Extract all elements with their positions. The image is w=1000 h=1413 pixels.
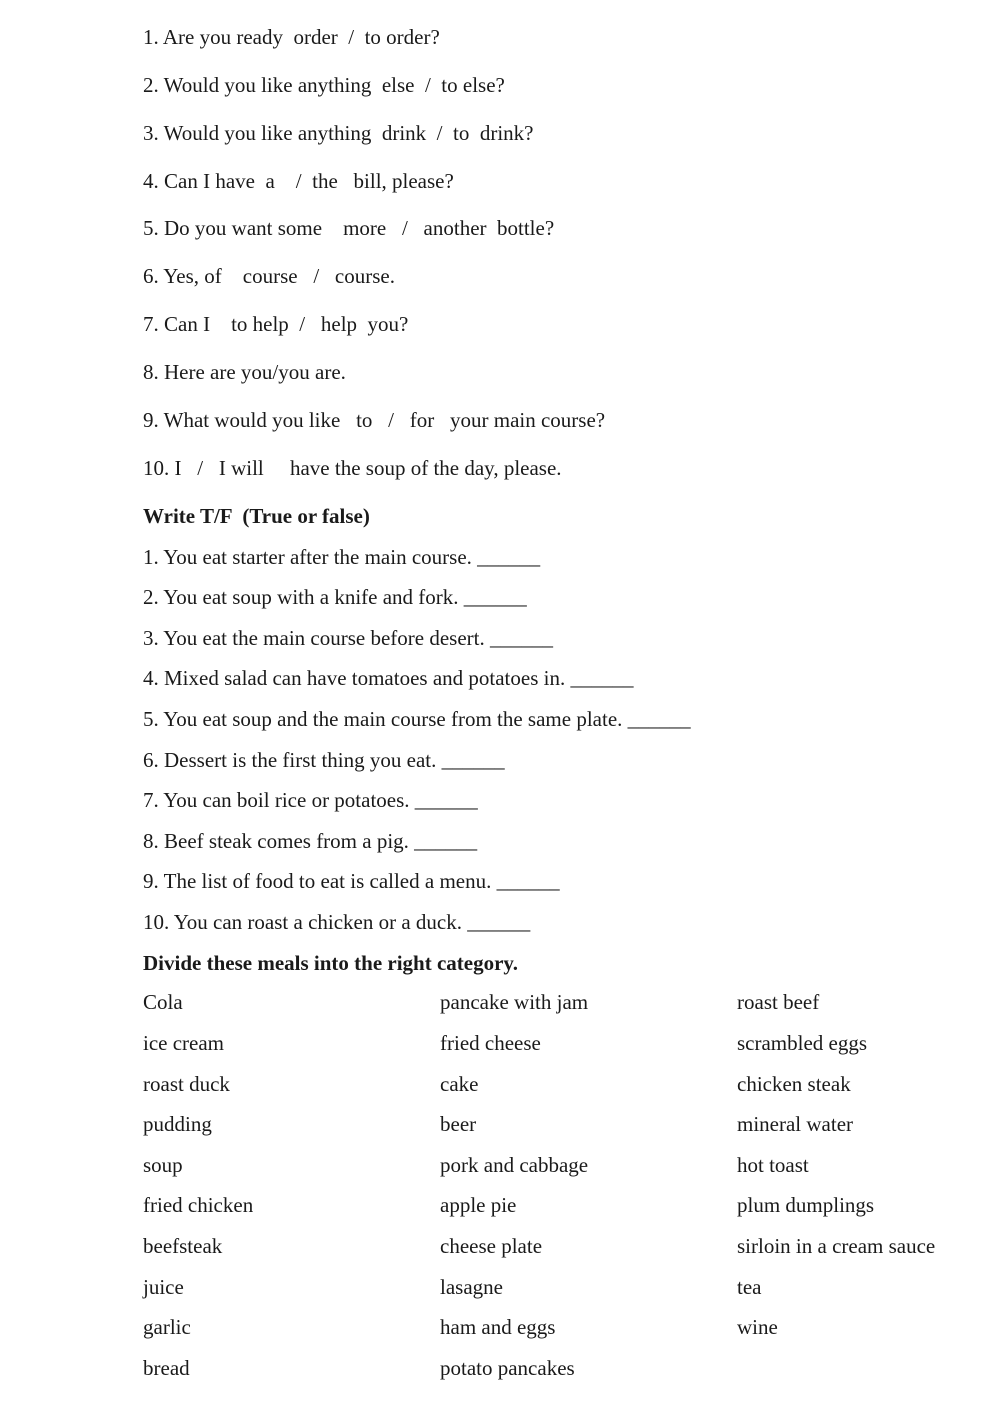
tf-item-6: 6. Dessert is the first thing you eat. ______ bbox=[143, 748, 505, 772]
choose-item-5: 5. Do you want some more / another bottle? bbox=[143, 216, 555, 240]
meal-item: beer bbox=[440, 1112, 477, 1136]
meal-item: cake bbox=[440, 1072, 479, 1096]
choose-item-3: 3. Would you like anything drink / to drink? bbox=[143, 121, 534, 145]
tf-item-8: 8. Beef steak comes from a pig. ______ bbox=[143, 829, 478, 853]
choose-item-6: 6. Yes, of course / course. bbox=[143, 264, 395, 288]
meal-item: soup bbox=[143, 1153, 183, 1177]
tf-item-1: 1. You eat starter after the main course. ______ bbox=[143, 545, 541, 569]
meal-item: mineral water bbox=[737, 1112, 854, 1136]
tf-item-3: 3. You eat the main course before desert. ______ bbox=[143, 626, 553, 650]
meal-item: juice bbox=[143, 1275, 184, 1299]
choose-item-8: 8. Here are you/you are. bbox=[143, 360, 346, 384]
meal-item: fried cheese bbox=[440, 1031, 541, 1055]
choose-item-4: 4. Can I have a / the bill, please? bbox=[143, 169, 454, 193]
meal-item: chicken steak bbox=[737, 1072, 851, 1096]
meal-item: pudding bbox=[143, 1112, 212, 1136]
meal-item: apple pie bbox=[440, 1193, 517, 1217]
meal-item: lasagne bbox=[440, 1275, 503, 1299]
meal-item: roast beef bbox=[737, 990, 820, 1014]
meal-item: hot toast bbox=[737, 1153, 809, 1177]
choose-item-9: 9. What would you like to / for your main course? bbox=[143, 408, 606, 432]
tf-item-10: 10. You can roast a chicken or a duck. ______ bbox=[143, 910, 531, 934]
meal-item: roast duck bbox=[143, 1072, 230, 1096]
choose-item-10: 10. I / I will have the soup of the day, please. bbox=[143, 456, 562, 480]
meal-item: bread bbox=[143, 1356, 190, 1380]
meal-item: Cola bbox=[143, 990, 183, 1014]
meal-item: pancake with jam bbox=[440, 990, 589, 1014]
category-heading: Divide these meals into the right category. bbox=[143, 951, 519, 975]
meal-item: ice cream bbox=[143, 1031, 225, 1055]
meal-item: plum dumplings bbox=[737, 1193, 875, 1217]
choose-item-2: 2. Would you like anything else / to else? bbox=[143, 73, 505, 97]
tf-heading: Write T/F (True or false) bbox=[143, 504, 370, 528]
meal-item: garlic bbox=[143, 1315, 191, 1339]
meal-item: cheese plate bbox=[440, 1234, 543, 1258]
meal-item: potato pancakes bbox=[440, 1356, 575, 1380]
meal-item: sirloin in a cream sauce bbox=[737, 1234, 936, 1258]
tf-item-9: 9. The list of food to eat is called a menu. ______ bbox=[143, 869, 560, 893]
tf-item-4: 4. Mixed salad can have tomatoes and potatoes in. ______ bbox=[143, 666, 634, 690]
tf-item-2: 2. You eat soup with a knife and fork. ______ bbox=[143, 585, 527, 609]
meal-item: tea bbox=[737, 1275, 762, 1299]
choose-item-7: 7. Can I to help / help you? bbox=[143, 312, 409, 336]
meal-item: fried chicken bbox=[143, 1193, 254, 1217]
tf-item-7: 7. You can boil rice or potatoes. ______ bbox=[143, 788, 478, 812]
meal-item: beefsteak bbox=[143, 1234, 223, 1258]
tf-item-5: 5. You eat soup and the main course from the same plate. ______ bbox=[143, 707, 691, 731]
meal-item: scrambled eggs bbox=[737, 1031, 868, 1055]
meal-item: pork and cabbage bbox=[440, 1153, 589, 1177]
choose-item-1: 1. Are you ready order / to order? bbox=[143, 25, 440, 49]
meal-item: wine bbox=[737, 1315, 778, 1339]
meal-item: ham and eggs bbox=[440, 1315, 556, 1339]
